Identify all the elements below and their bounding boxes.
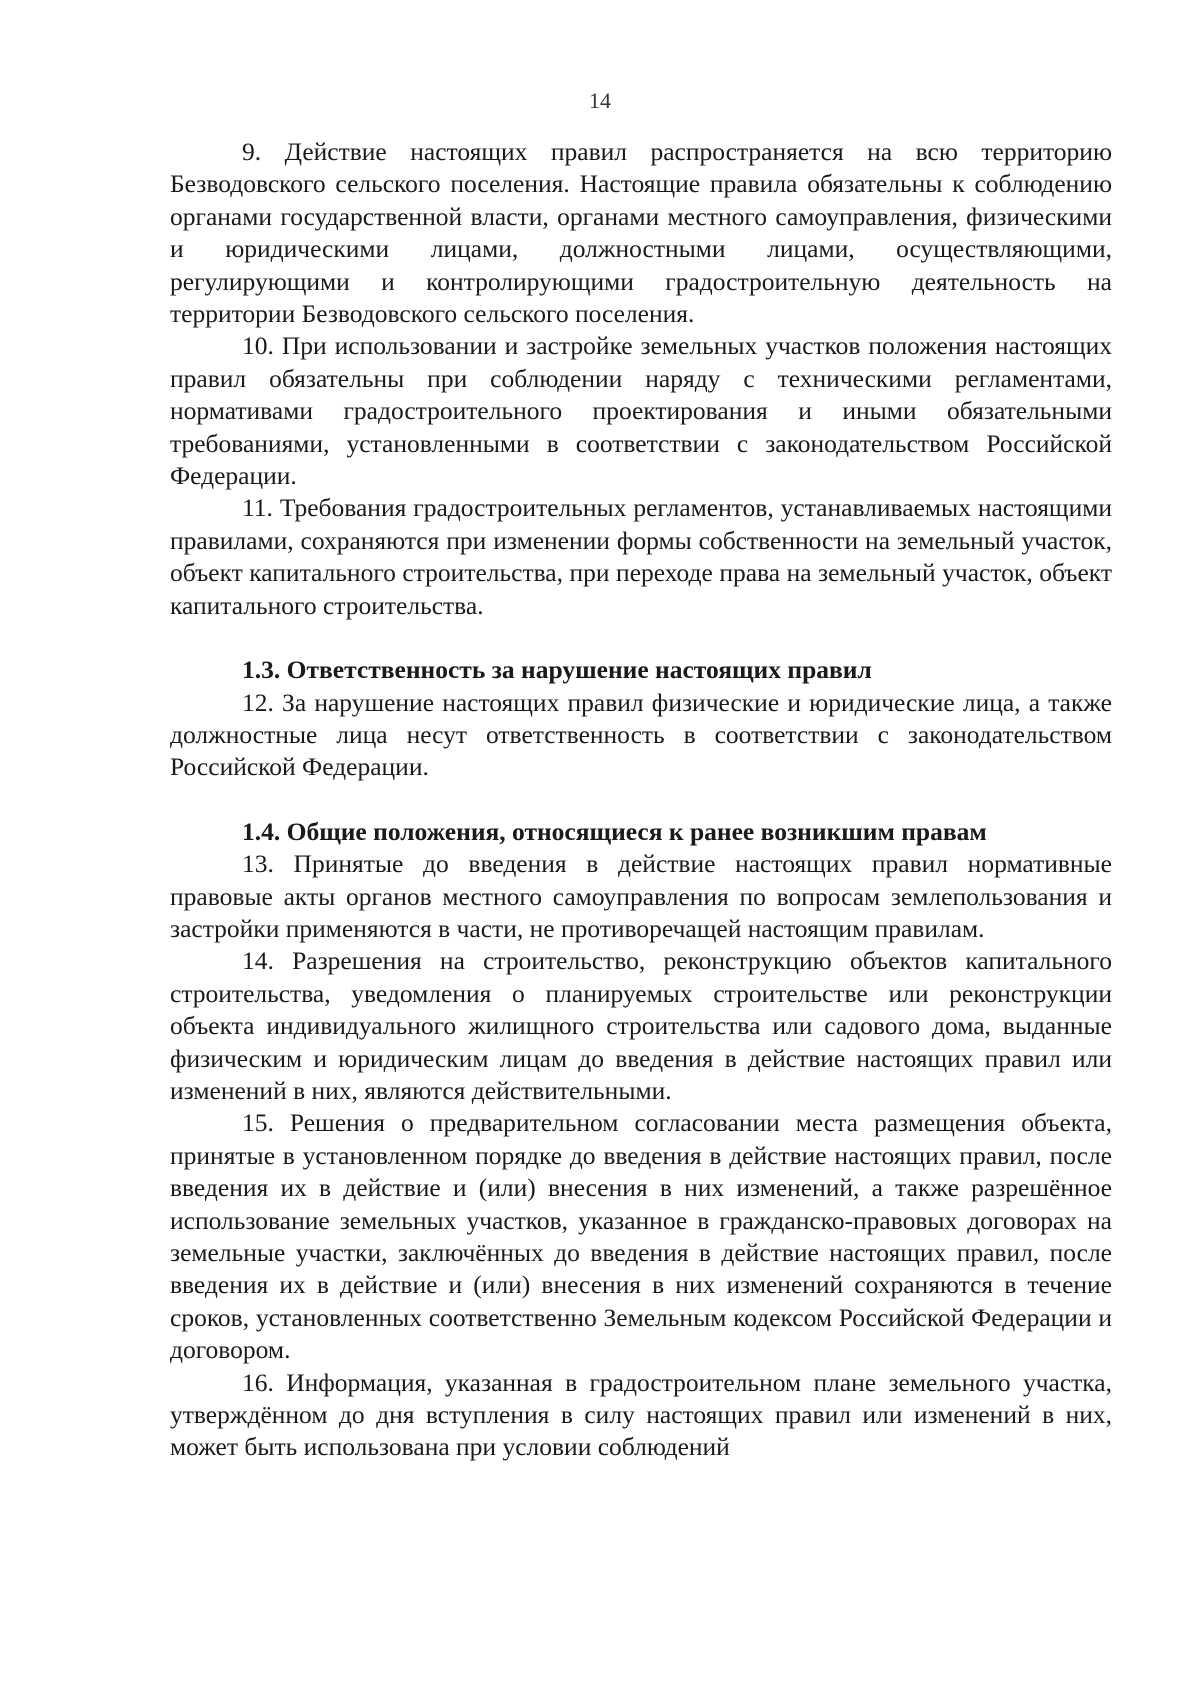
section-heading-1-3: 1.3. Ответственность за нарушение настоящих правил bbox=[242, 655, 872, 685]
section-heading-1-4: 1.4. Общие положения, относящиеся к ранее возникшим правам bbox=[242, 816, 987, 846]
paragraph-15: 15. Решения о предварительном согласовании места размещения объекта, принятые в установленном порядке до введения в действие настоящих правил, после введения их в действие и (или) внесения в них изменений, а также разрешённое использование земельных участков, указанное в гражданско-правовых договорах на земельные участки, заключённых до введения в действие настоящих правил, после введения их в действие и (или) внесения в них изменений сохраняются в течение сроков, установленных соответственно Земельным кодексом Российской Федерации и договором. bbox=[170, 1108, 1112, 1365]
paragraph-14: 14. Разрешения на строительство, реконструкцию объектов капитального строительства, уведомления о планируемых строительстве или реконструкции объекта индивидуального жилищного строительства или садового дома, выданные физическим и юридическим лицам до введения в действие настоящих правил или изменений в них, являются действительными. bbox=[170, 946, 1112, 1105]
section-gap bbox=[170, 784, 1112, 816]
paragraph-10: 10. При использовании и застройке земельных участков положения настоящих правил обязательны при соблюдении наряду с техническими регламентами, нормативами градостроительного проектирования и иными обязательными требованиями, установленными в соответствии с законодательством Российской Федерации. bbox=[170, 331, 1112, 491]
paragraph-12: 12. За нарушение настоящих правил физические и юридические лица, а также должностные лица несут ответственность в соответствии с законодательством Российской Федерации. bbox=[170, 687, 1112, 782]
paragraph-9: 9. Действие настоящих правил распространяется на всю территорию Безводовского сельского поселения. Настоящие правила обязательны к соблюдению органами государственной власти, органами местного самоуправления, физическими и юридическими лицами, должностными лицами, осуществляющими, регулирующими и контролирующими градостроительную деятельность на территории Безводовского сельского поселения. bbox=[170, 137, 1112, 329]
section-gap bbox=[170, 622, 1112, 654]
document-body bbox=[170, 136, 1112, 1464]
paragraph-13: 13. Принятые до введения в действие настоящих правил нормативные правовые акты органов местного самоуправления по вопросам землепользования и застройки применяются в части, не противоречащей настоящим правилам. bbox=[170, 849, 1112, 943]
paragraph-16: 16. Информация, указанная в градостроительном плане земельного участка, утверждённом до дня вступления в силу настоящих правил или изменений в них, может быть использована при условии соблюдений bbox=[170, 1367, 1112, 1462]
paragraph-11: 11. Требования градостроительных регламентов, устанавливаемых настоящими правилами, сохраняются при изменении формы собственности на земельный участок, объект капитального строительства, при переходе права на земельный участок, объект капитального строительства. bbox=[170, 493, 1112, 620]
page-number: 14 bbox=[589, 88, 611, 113]
